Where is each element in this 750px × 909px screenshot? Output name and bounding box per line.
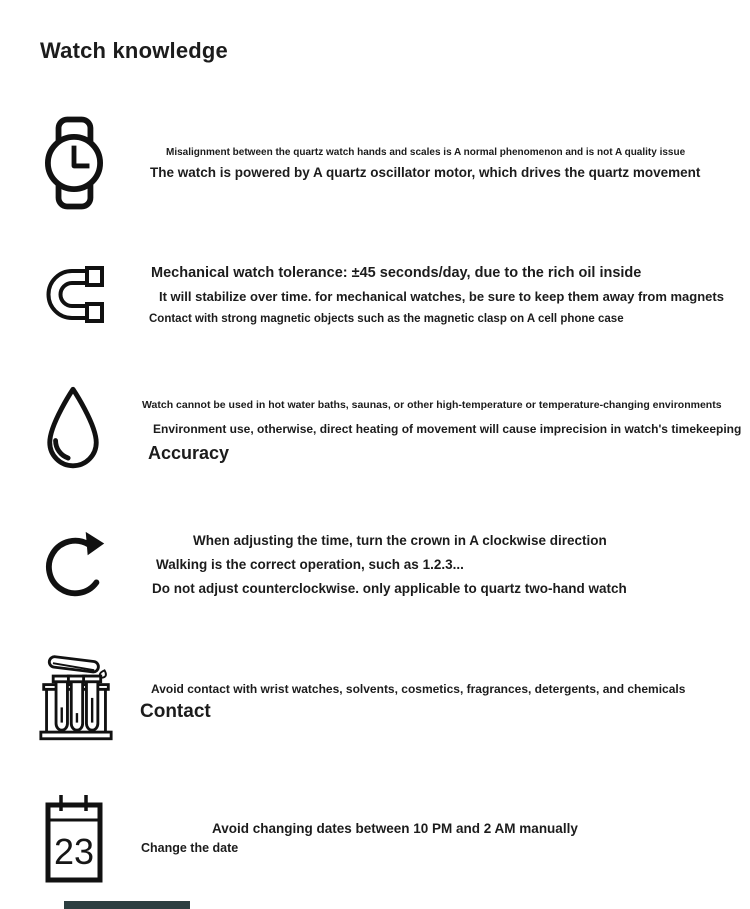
avoid-chemicals-line: Avoid contact with wrist watches, solvents, cosmetics, fragrances, detergents, and chemicals [151,682,686,696]
temperature-warning-line: Watch cannot be used in hot water baths, saunas, or other high-temperature or temperature-changing environments [142,399,722,411]
calendar-day-number: 23 [53,831,95,872]
magnet-tolerance-line: Mechanical watch tolerance: ±45 seconds/day, due to the rich oil inside [151,265,642,281]
avoid-date-change-line: Avoid changing dates between 10 PM and 2 AM manually [212,821,578,836]
water-drop-icon [42,384,104,472]
contact-heading: Contact [140,701,211,722]
calendar-icon [45,793,103,883]
magnet-contact-line: Contact with strong magnetic objects such as the magnetic clasp on A cell phone case [149,313,624,325]
magnet-stabilize-line: It will stabilize over time. for mechanical watches, be sure to keep them away from magnets [159,289,724,304]
clockwise-rotate-icon [45,527,107,597]
test-tubes-icon [38,648,114,744]
crown-clockwise-line: When adjusting the time, turn the crown in A clockwise direction [193,533,607,548]
quartz-note-line: Misalignment between the quartz watch hands and scales is A normal phenomenon and is not A quality issue [166,147,686,158]
page-title: Watch knowledge [40,38,228,63]
accuracy-heading: Accuracy [148,443,230,463]
quartz-main-line: The watch is powered by A quartz oscillator motor, which drives the quartz movement [150,165,701,180]
environment-line: Environment use, otherwise, direct heating of movement will cause imprecision in watch's timekeeping [153,422,742,436]
change-date-heading: Change the date [141,841,239,855]
walking-operation-line: Walking is the correct operation, such as 1.2.3... [156,557,464,572]
wristwatch-icon [45,114,103,212]
counterclockwise-warning-line: Do not adjust counterclockwise. only applicable to quartz two-hand watch [152,581,627,596]
magnet-icon [40,266,106,323]
next-section-banner-edge [64,901,190,909]
